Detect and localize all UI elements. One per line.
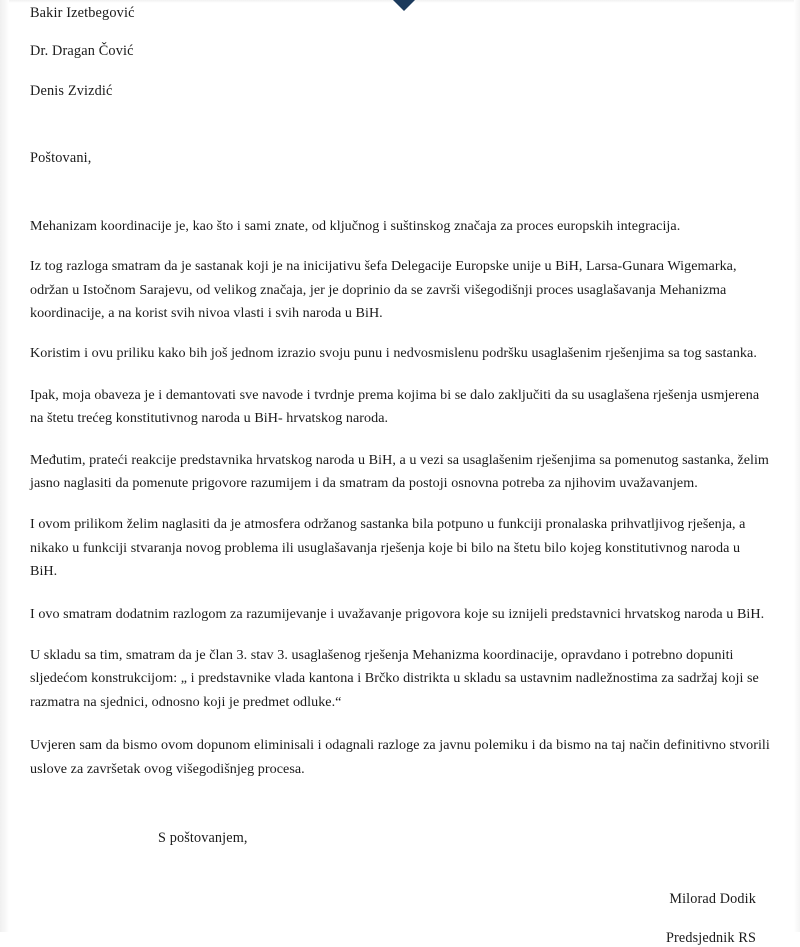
body-paragraph-3: Koristim i ovu priliku kako bih još jednom izrazio svoju punu i nedvosmislenu podršku usaglašenim rješenjima sa tog sastanka. — [30, 345, 757, 362]
body-paragraph-8: U skladu sa tim, smatram da je član 3. stav 3. usaglašenog rješenja Mehanizma koordinacije, opravdano i potrebno dopuniti sljedećom konstrukcijom: „ i predstavnike vlada kantona i Brčko distrikta u skladu sa ustavnim nadležnostima za sadržaj koji se razmatra na sjednici, odnosno koji je predmet odluke.“ — [30, 646, 759, 710]
body-paragraph-6: I ovom prilikom želim naglasiti da je atmosfera održanog sastanka bila potpuno u funkciji pronalaska prihvatljivog rješenja, a nikako u funkciji stvaranja novog problema ili usuglašavanja rješenja koje bi bilo na štetu bilo kojeg konstitutivnog naroda u BiH. — [30, 516, 746, 580]
letter-body — [30, 0, 770, 947]
signer-name: Milorad Dodik — [669, 890, 756, 907]
salutation: Poštovani, — [30, 149, 92, 166]
body-paragraph-1: Mehanizam koordinacije je, kao što i sami znate, od ključnog i suštinskog značaja za proces europskih integracija. — [30, 217, 681, 234]
body-paragraph-5: Međutim, prateći reakcije predstavnika hrvatskog naroda u BiH, a u vezi sa usaglašenim rješenjima sa pomenutog sastanka, želim jasno naglasiti da pomenute prigovore razumijem i da smatram da postoji osnovna potreba za njihovim uvažavanjem. — [30, 451, 769, 492]
body-paragraph-4: Ipak, moja obaveza je i demantovati sve navode i tvrdnje prema kojima bi se dalo zaključiti da su usaglašena rješenja usmjerena na štetu trećeg konstitutivnog naroda u BiH- hrvatskog naroda. — [30, 386, 760, 427]
signature-block — [30, 891, 770, 947]
signer-title: Predsjednik RS — [666, 929, 756, 946]
recipient-name-1: Bakir Izetbegović — [30, 5, 135, 21]
closing-phrase: S poštovanjem, — [158, 829, 248, 846]
body-paragraph-7: I ovo smatram dodatnim razlogom za razumijevanje i uvažavanje prigovora koje su iznijeli predstavnici hrvatskog naroda u BiH. — [30, 605, 765, 622]
recipient-name-3: Denis Zvizdić — [30, 82, 113, 99]
body-paragraph-9: Uvjeren sam da bismo ovom dopunom eliminisali i odagnali razloge za javnu polemiku i da bismo na taj način definitivno stvorili uslove za završetak ovog višegodišnjeg procesa. — [30, 737, 770, 777]
body-paragraph-2: Iz tog razloga smatram da je sastanak koji je na inicijativu šefa Delegacije Europske unije u BiH, Larsa-Gunara Wigemarka, održan u Istočnom Sarajevu, od velikog značaja, jer je doprinio da se završi višegodišnji proces usaglašavanja Mehanizma koordinacije, a na korist svih nivoa vlasti i svih naroda u BiH. — [30, 258, 737, 322]
page-edge-right-shading — [794, 0, 800, 932]
page-edge-left-shading — [0, 0, 9, 932]
recipient-name-2: Dr. Dragan Čović — [30, 43, 134, 60]
